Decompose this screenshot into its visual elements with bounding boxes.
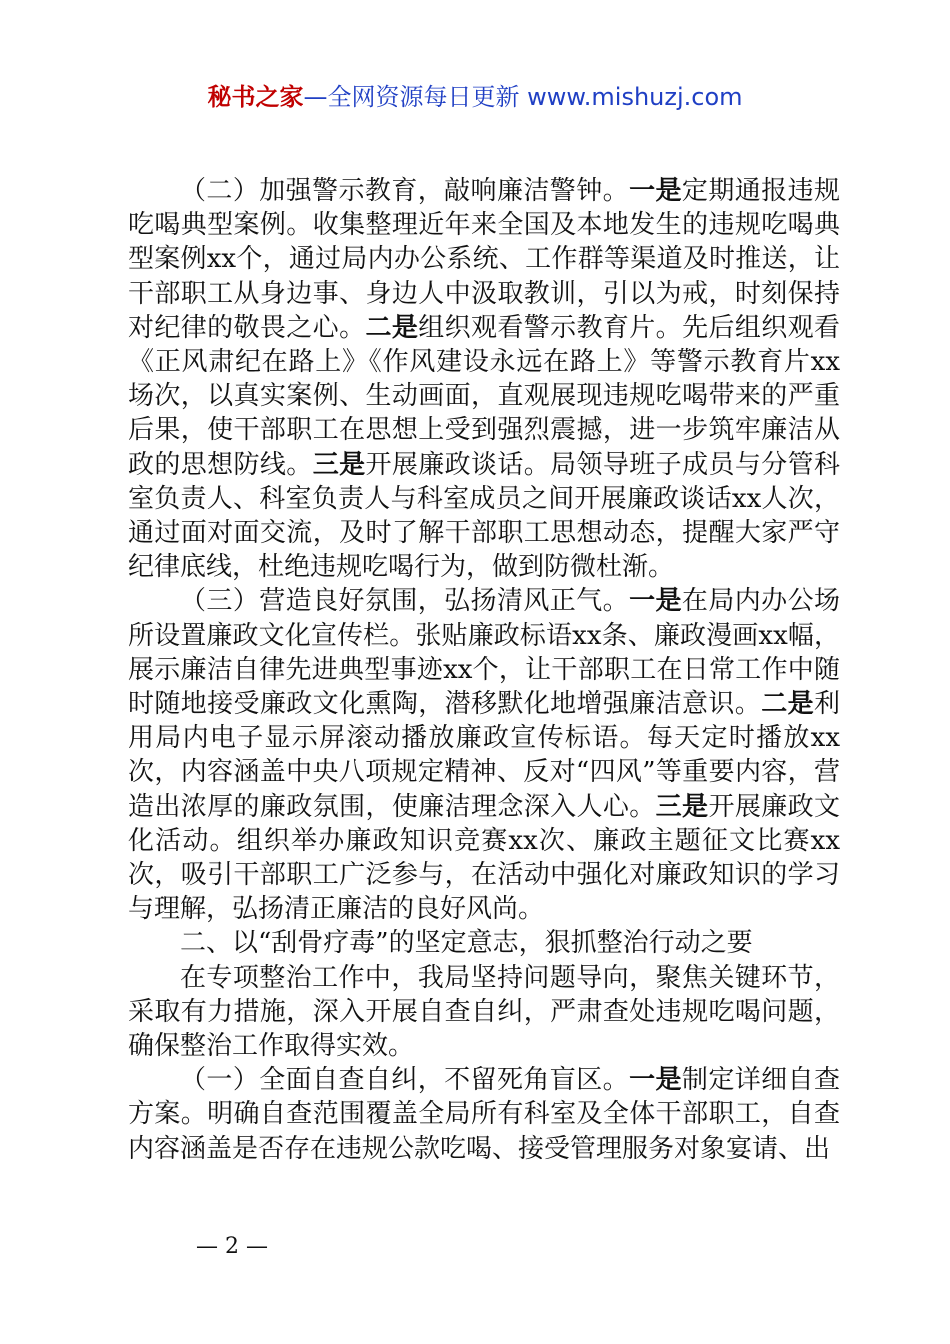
- brand-name: 秘书之家: [207, 83, 304, 111]
- point-text: 在局内办公场所设置廉政文化宣传栏。张贴廉政标语xx条、廉政漫画xx幅，展示廉洁自律先进典型事迹xx个，让干部职工在日常工作中随时随地接受廉政文化熏陶，潜移默化地增强廉洁意识。: [128, 586, 840, 720]
- point-label: 三是: [655, 791, 709, 822]
- point-label: 二是: [761, 689, 814, 720]
- point-label: 一是: [629, 1065, 682, 1096]
- point-text: 利用局内电子显示屏滚动播放廉政宣传标语。每天定时播放xx次，内容涵盖中央八项规定精神、反对“四风”等重要内容，营造出浓厚的廉政氛围，使廉洁理念深入人心。: [128, 689, 840, 822]
- paragraph-intro: （三）营造良好氛围，弘扬清风正气。: [180, 586, 630, 617]
- section-heading: 二、以“刮骨疗毒”的坚定意志，狠抓整治行动之要: [180, 928, 753, 959]
- point-label: 一是: [629, 176, 682, 206]
- point-label: 二是: [365, 312, 419, 343]
- document-body: [128, 174, 840, 1166]
- point-text: 定期通报违规吃喝典型案例。收集整理近年来全国及本地发生的违规吃喝典型案例xx个，通过局内办公系统、工作群等渠道及时推送，让干部职工从身边事、身边人中汲取教训，引以为戒，时刻保持对纪律的敬畏之心。: [128, 176, 840, 343]
- point-text: 开展廉政文化活动。组织举办廉政知识竞赛xx次、廉政主题征文比赛xx次，吸引干部职工广泛参与，在活动中强化对廉政知识的学习与理解，弘扬清正廉洁的良好风尚。: [128, 791, 840, 925]
- point-label: 三是: [312, 449, 366, 480]
- paragraph-atmosphere: [128, 584, 840, 926]
- point-label: 一是: [629, 586, 682, 617]
- paragraph-intro: （一）全面自查自纠，不留死角盲区。: [180, 1065, 630, 1096]
- section-intro: 在专项整治工作中，我局坚持问题导向，聚焦关键环节，采取有力措施，深入开展自查自纠，严肃查处违规吃喝问题，确保整治工作取得实效。: [128, 962, 840, 1062]
- page-number: — 2 —: [196, 1234, 268, 1259]
- paragraph-warning-education: [128, 174, 840, 584]
- point-text: 组织观看警示教育片。先后组织观看《正风肃纪在路上》《作风建设永远在路上》等警示教育片xx场次，以真实案例、生动画面，直观展现违规吃喝带来的严重后果，使干部职工在思想上受到强烈震撼，进一步筑牢廉洁从政的思想防线。: [128, 312, 840, 480]
- point-text: 制定详细自查方案。明确自查范围覆盖全局所有科室及全体干部职工，自查内容涵盖是否存在违规公款吃喝、接受管理服务对象宴请、出: [128, 1065, 840, 1164]
- paragraph-intro: （二）加强警示教育，敲响廉洁警钟。: [180, 176, 630, 206]
- paragraph-self-inspection: [128, 1063, 840, 1166]
- page-header: [0, 80, 950, 114]
- point-text: 开展廉政谈话。局领导班子成员与分管科室负责人、科室负责人与科室成员之间开展廉政谈话xx人次，通过面对面交流，及时了解干部职工思想动态，提醒大家严守纪律底线，杜绝违规吃喝行为，做到防微杜渐。: [128, 449, 840, 583]
- header-tagline: —全网资源每日更新 www.mishuzj.com: [303, 83, 743, 111]
